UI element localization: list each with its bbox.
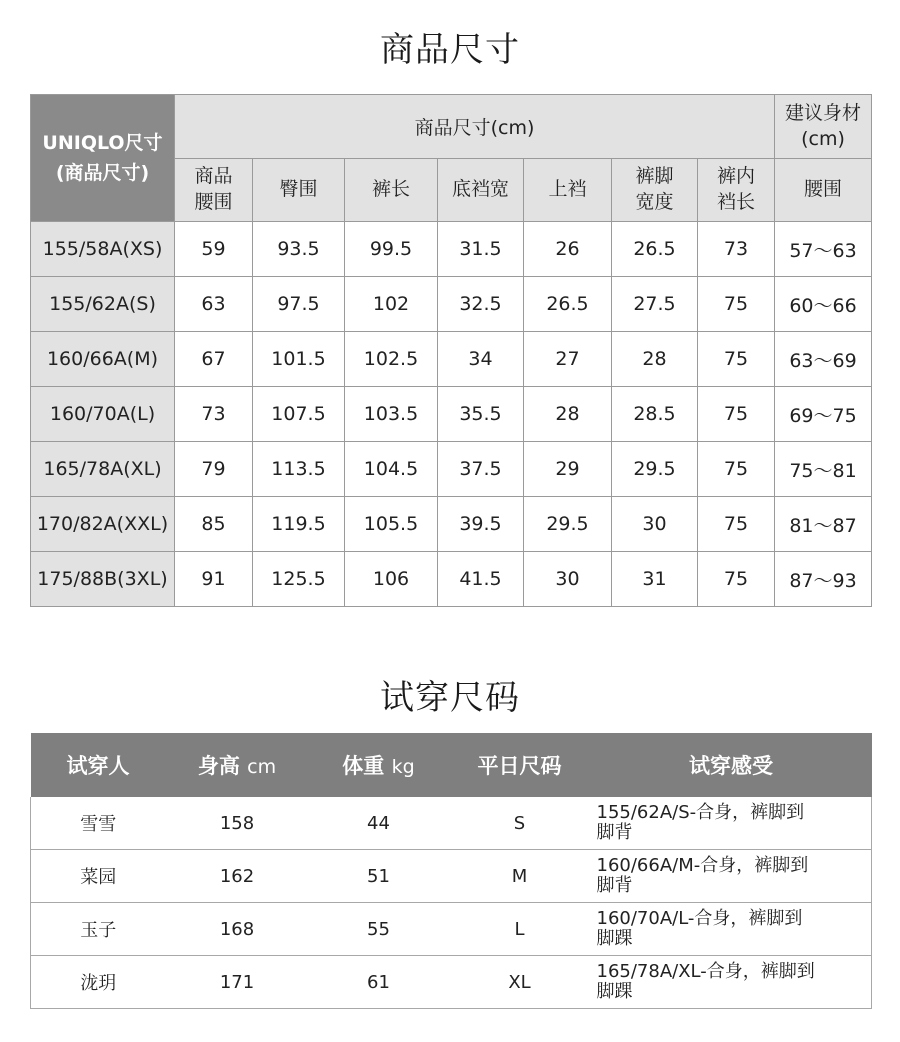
size-value-cell: 37.5	[438, 442, 524, 497]
tryon-feel-cell	[591, 850, 872, 903]
tryon-feel-line2: 脚背	[596, 822, 633, 843]
tryon-header-weight-unit: kg	[391, 756, 415, 778]
size-value-cell: 119.5	[253, 497, 345, 552]
size-subheader-line2: 腰围	[194, 191, 233, 213]
size-value-cell: 79	[175, 442, 253, 497]
size-value-cell: 93.5	[253, 222, 345, 277]
size-label-cell: 155/58A(XS)	[31, 222, 175, 277]
size-value-cell: 75	[698, 387, 775, 442]
tryon-size-cell: L	[449, 903, 591, 956]
size-subheader-line1: 裤内	[717, 165, 756, 188]
size-subheader	[438, 159, 524, 222]
tryon-header-weight-label: 体重	[342, 754, 385, 778]
size-value-cell: 27	[524, 332, 612, 387]
size-value-cell: 60～66	[775, 277, 872, 332]
size-value-cell: 75	[698, 332, 775, 387]
size-value-cell: 28	[524, 387, 612, 442]
size-subheader-line1: 底裆宽	[451, 178, 509, 201]
size-value-cell: 29.5	[612, 442, 698, 497]
tryon-person-cell: 玉子	[31, 903, 166, 956]
size-value-cell: 31.5	[438, 222, 524, 277]
size-value-cell: 75～81	[775, 442, 872, 497]
tryon-header-weight	[309, 733, 449, 797]
tryon-header-size: 平日尺码	[449, 733, 591, 797]
size-label-cell: 160/66A(M)	[31, 332, 175, 387]
size-value-cell: 29	[524, 442, 612, 497]
size-value-cell: 41.5	[438, 552, 524, 607]
tryon-person-cell: 菜园	[31, 850, 166, 903]
size-value-cell: 28	[612, 332, 698, 387]
size-subheader-line1: 上裆	[548, 178, 587, 201]
tryon-height-cell: 168	[166, 903, 309, 956]
size-value-cell: 39.5	[438, 497, 524, 552]
size-value-cell: 101.5	[253, 332, 345, 387]
size-row	[31, 442, 872, 497]
corner-label-line1: UNIQLO尺寸	[42, 131, 163, 154]
size-subheader-line1: 商品	[194, 165, 233, 188]
size-row	[31, 332, 872, 387]
size-value-cell: 27.5	[612, 277, 698, 332]
size-value-cell: 30	[524, 552, 612, 607]
tryon-header-height-label: 身高	[197, 754, 240, 778]
size-value-cell: 81～87	[775, 497, 872, 552]
tryon-size-cell: S	[449, 797, 591, 850]
size-value-cell: 67	[175, 332, 253, 387]
product-size-group-header: 商品尺寸(cm)	[175, 95, 775, 159]
tryon-weight-cell: 55	[309, 903, 449, 956]
corner-label-line2: (商品尺寸)	[55, 162, 150, 184]
size-label-cell: 155/62A(S)	[31, 277, 175, 332]
size-value-cell: 75	[698, 277, 775, 332]
tryon-feel-cell	[591, 956, 872, 1009]
suggested-body-line1: 建议身材	[785, 101, 862, 124]
tryon-feel-line1: 155/62A/S-合身，裤脚到	[596, 802, 805, 824]
size-value-cell: 57～63	[775, 222, 872, 277]
size-subheader-line1: 裤脚	[635, 165, 674, 188]
size-row	[31, 277, 872, 332]
tryon-feel-cell	[591, 903, 872, 956]
tryon-feel-line1: 165/78A/XL-合身，裤脚到	[596, 961, 815, 983]
size-column-header	[31, 95, 175, 222]
size-subheader-line1: 腰围	[804, 178, 843, 201]
size-value-cell: 87～93	[775, 552, 872, 607]
size-value-cell: 32.5	[438, 277, 524, 332]
size-value-cell: 34	[438, 332, 524, 387]
tryon-feel-line2: 脚踝	[596, 928, 633, 949]
tryon-size-cell: XL	[449, 956, 591, 1009]
size-subheader-line2: 宽度	[635, 191, 674, 213]
size-value-cell: 99.5	[345, 222, 438, 277]
tryon-height-cell: 171	[166, 956, 309, 1009]
size-row	[31, 552, 872, 607]
tryon-header-height-unit: cm	[247, 756, 277, 778]
size-value-cell: 75	[698, 442, 775, 497]
size-value-cell: 73	[175, 387, 253, 442]
tryon-feel-line2: 脚背	[596, 875, 633, 896]
size-value-cell: 26.5	[524, 277, 612, 332]
size-subheader	[345, 159, 438, 222]
size-value-cell: 107.5	[253, 387, 345, 442]
size-subheader	[175, 159, 253, 222]
tryon-height-cell: 158	[166, 797, 309, 850]
size-label-cell: 165/78A(XL)	[31, 442, 175, 497]
tryon-header-feel: 试穿感受	[591, 733, 872, 797]
size-value-cell: 97.5	[253, 277, 345, 332]
size-row	[31, 387, 872, 442]
tryon-feel-cell	[591, 797, 872, 850]
tryon-person-cell: 泷玥	[31, 956, 166, 1009]
size-subheader	[775, 159, 872, 222]
size-value-cell: 106	[345, 552, 438, 607]
size-value-cell: 28.5	[612, 387, 698, 442]
size-subheader	[524, 159, 612, 222]
tryon-feel-line2: 脚踝	[596, 981, 633, 1002]
tryon-feel-line1: 160/66A/M-合身，裤脚到	[596, 855, 809, 877]
size-value-cell: 102.5	[345, 332, 438, 387]
size-value-cell: 59	[175, 222, 253, 277]
tryon-row	[31, 956, 872, 1009]
size-value-cell: 113.5	[253, 442, 345, 497]
size-chart-title: 商品尺寸	[380, 30, 520, 70]
size-value-cell: 75	[698, 552, 775, 607]
size-subheader	[253, 159, 345, 222]
size-value-cell: 63～69	[775, 332, 872, 387]
tryon-row	[31, 903, 872, 956]
size-row	[31, 222, 872, 277]
size-value-cell: 91	[175, 552, 253, 607]
tryon-size-cell: M	[449, 850, 591, 903]
size-value-cell: 104.5	[345, 442, 438, 497]
tryon-table	[30, 733, 872, 1009]
size-label-cell: 160/70A(L)	[31, 387, 175, 442]
size-label-cell: 175/88B(3XL)	[31, 552, 175, 607]
tryon-height-cell: 162	[166, 850, 309, 903]
suggested-body-line2: (cm)	[801, 127, 845, 150]
size-value-cell: 35.5	[438, 387, 524, 442]
size-value-cell: 75	[698, 497, 775, 552]
size-value-cell: 26	[524, 222, 612, 277]
size-subheader-line2: 裆长	[717, 191, 756, 213]
size-subheader-line1: 臀围	[279, 178, 318, 201]
suggested-body-header	[775, 95, 872, 159]
size-chart-table	[30, 94, 872, 607]
tryon-row	[31, 850, 872, 903]
size-value-cell: 85	[175, 497, 253, 552]
tryon-header-person: 试穿人	[31, 733, 166, 797]
tryon-weight-cell: 51	[309, 850, 449, 903]
tryon-feel-line1: 160/70A/L-合身，裤脚到	[596, 908, 803, 930]
size-label-cell: 170/82A(XXL)	[31, 497, 175, 552]
size-value-cell: 105.5	[345, 497, 438, 552]
size-value-cell: 69～75	[775, 387, 872, 442]
tryon-row	[31, 797, 872, 850]
size-subheader	[698, 159, 775, 222]
tryon-weight-cell: 44	[309, 797, 449, 850]
tryon-header-height	[166, 733, 309, 797]
size-value-cell: 63	[175, 277, 253, 332]
size-subheader-line1: 裤长	[371, 178, 410, 201]
size-value-cell: 125.5	[253, 552, 345, 607]
tryon-person-cell: 雪雪	[31, 797, 166, 850]
size-value-cell: 30	[612, 497, 698, 552]
tryon-weight-cell: 61	[309, 956, 449, 1009]
size-value-cell: 73	[698, 222, 775, 277]
size-value-cell: 102	[345, 277, 438, 332]
tryon-title: 试穿尺码	[380, 678, 520, 718]
size-value-cell: 26.5	[612, 222, 698, 277]
size-row	[31, 497, 872, 552]
size-value-cell: 29.5	[524, 497, 612, 552]
size-value-cell: 103.5	[345, 387, 438, 442]
size-value-cell: 31	[612, 552, 698, 607]
size-subheader	[612, 159, 698, 222]
